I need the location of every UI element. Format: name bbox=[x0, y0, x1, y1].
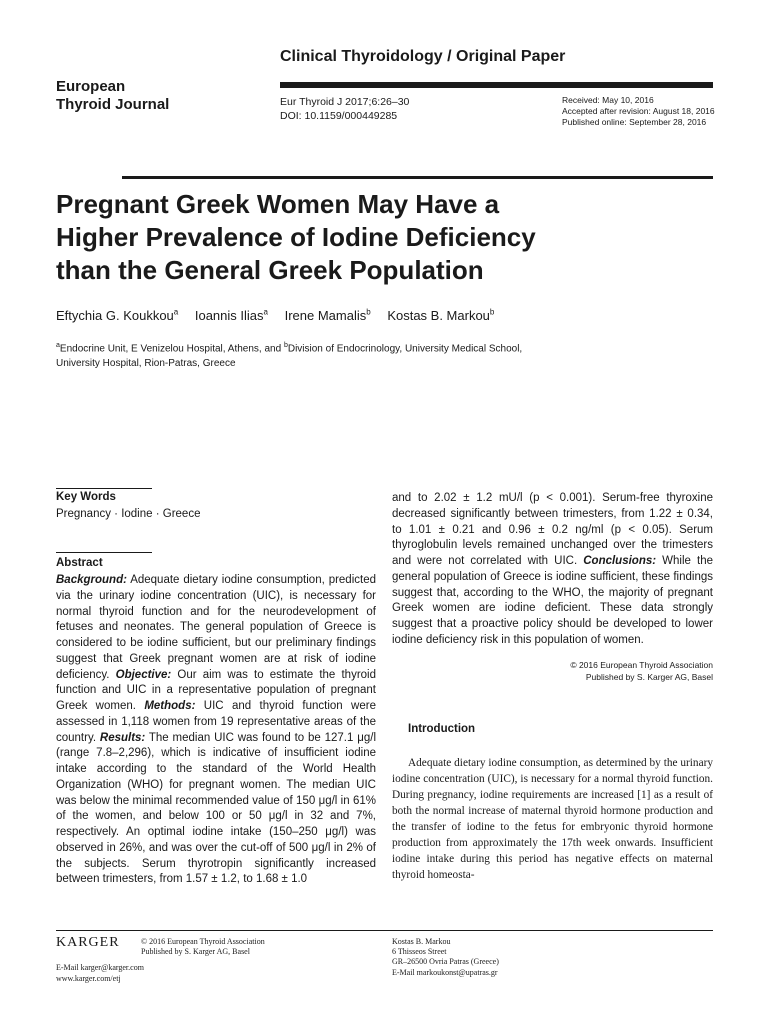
accepted-date: Accepted after revision: August 18, 2016 bbox=[562, 106, 715, 116]
copyright-line-2: Published by S. Karger AG, Basel bbox=[585, 671, 713, 682]
citation bbox=[280, 96, 409, 123]
keywords-heading: Key Words bbox=[56, 491, 116, 503]
published-date: Published online: September 28, 2016 bbox=[562, 117, 707, 127]
abstract-background-label: Background: bbox=[56, 574, 127, 586]
author-name: Eftychia G. Koukkou bbox=[56, 308, 174, 324]
abstract-rule bbox=[56, 552, 152, 553]
abstract-heading: Abstract bbox=[56, 557, 103, 569]
corresponding-email[interactable]: E-Mail markoukonst@upatras.gr bbox=[392, 967, 498, 977]
introduction-heading: Introduction bbox=[408, 723, 476, 735]
footer-copyright-line-2: Published by S. Karger AG, Basel bbox=[141, 947, 250, 956]
corresponding-city: GR–26500 Ovria Patras (Greece) bbox=[392, 957, 499, 967]
footer-rule bbox=[56, 930, 713, 931]
journal-name bbox=[56, 78, 169, 114]
title-rule bbox=[122, 176, 713, 179]
publisher-logo: KARGER bbox=[56, 935, 120, 950]
affiliation-line-1 bbox=[56, 338, 576, 356]
abstract-results: The median UIC was found to be 127.1 μg/l (range 7.8–2,296), which is indicative of insufficient iodine intake according to the standard of the World Health Organization (WHO) for pregnant women. The median UIC was below the minimal recommended value of 150 μg/l in 61% of the women, and below 100 or 50 μg/l in 32 and 7%, respectively. An optimal iodine intake (150–250 μg/l) was observed in 26%, and was over the cut-off of 500 μg/l in 2% of the subjects. Serum thyrotropin significantly increased between trimesters, from 1.57 ± 1.2, to 1.68 ± 1.0 bbox=[56, 731, 376, 886]
header-rule bbox=[280, 82, 713, 88]
author bbox=[195, 308, 268, 323]
doi-link[interactable]: DOI: 10.1159/000449285 bbox=[280, 109, 398, 122]
abstract-text-left bbox=[56, 573, 376, 888]
affiliation-mark-a: a bbox=[56, 342, 60, 349]
copyright-line-1: © 2016 European Thyroid Association bbox=[570, 660, 713, 670]
abstract-conclusions-label: Conclusions: bbox=[583, 555, 657, 567]
section-label: Clinical Thyroidology / Original Paper bbox=[280, 48, 566, 65]
affiliation-line-2: University Hospital, Rion-Patras, Greece bbox=[56, 358, 236, 370]
article-title bbox=[56, 188, 696, 287]
journal-name-line-2: Thyroid Journal bbox=[56, 96, 170, 113]
publisher-website[interactable]: www.karger.com/etj bbox=[56, 973, 121, 983]
author bbox=[387, 308, 494, 323]
author-name: Irene Mamalis bbox=[284, 308, 367, 324]
title-line-3: than the General Greek Population bbox=[56, 255, 484, 285]
abstract-conclusions: While the general population of Greece is iodine sufficient, these findings suggest that, according to the WHO, the majority of pregnant Greek women are iodine deficient. These data strongly suggest that a proactive policy should be developed to lower iodine deficiency risk in this population of women. bbox=[392, 555, 713, 646]
abstract-objective: Our aim was to estimate the thyroid function and UIC in a representative population of pregnant Greek women. bbox=[56, 668, 376, 712]
affiliation-mark-b: b bbox=[283, 342, 288, 349]
affiliations bbox=[56, 338, 576, 371]
journal-name-line-1: European bbox=[56, 78, 126, 95]
author-affiliation-mark: a bbox=[173, 308, 179, 317]
corresponding-street: 6 Thisseos Street bbox=[392, 947, 447, 957]
author bbox=[56, 308, 178, 323]
author-name: Kostas B. Markou bbox=[387, 308, 490, 324]
abstract-methods: UIC and thyroid function were assessed in 1,118 women from 19 representative areas of the country. bbox=[56, 700, 376, 744]
publisher-email[interactable]: E-Mail karger@karger.com bbox=[56, 963, 144, 972]
abstract-text-right bbox=[392, 491, 713, 649]
author-affiliation-mark: b bbox=[489, 308, 495, 317]
abstract-copyright bbox=[560, 660, 713, 683]
footer-copyright-line-1: © 2016 European Thyroid Association bbox=[141, 937, 265, 946]
article-dates bbox=[562, 95, 715, 128]
affiliation-b: Division of Endocrinology, University Medical School, bbox=[287, 343, 523, 355]
title-line-1: Pregnant Greek Women May Have a bbox=[56, 189, 500, 219]
publisher-contact bbox=[56, 963, 144, 984]
author bbox=[285, 308, 371, 323]
abstract-background: Adequate dietary iodine consumption, predicted via the urinary iodine concentration (UIC), is necessary for normal thyroid function and for the neurodevelopment of fetuses and neonates. The general population of Greece is considered to be iodine sufficient, but our preliminary findings suggest that Greek pregnant women are at risk of iodine deficiency. bbox=[56, 574, 376, 681]
corresponding-author bbox=[392, 937, 499, 978]
introduction-body: Adequate dietary iodine consumption, as determined by the urinary iodine concentration (UIC), is necessary for a normal thyroid function. During pregnancy, iodine requirements are increased [1] as a result of both the normal increase of maternal thyroid hormone production and the transfer of iodine to the fetus for embryonic thyroid hormone production from approximately the 17th week onwards. Insufficient iodine intake during this period has negative effects on maternal thyroid homeosta- bbox=[392, 757, 713, 881]
footer-copyright bbox=[141, 937, 265, 957]
affiliation-a: Endocrine Unit, E Venizelou Hospital, Athens, and bbox=[59, 343, 284, 355]
author-affiliation-mark: a bbox=[263, 308, 268, 317]
abstract-methods-label: Methods: bbox=[144, 700, 196, 712]
abstract-results-continued: and to 2.02 ± 1.2 mU/l (p < 0.001). Serum-free thyroxine decreased significantly between trimesters, from 1.22 ± 0.34, to 1.01 ± 0.21 and 0.96 ± 0.2 ng/ml (p < 0.05). Serum thyroglobulin levels remained unchanged over the trimesters and were not correlated with UIC. bbox=[392, 492, 713, 567]
received-date: Received: May 10, 2016 bbox=[562, 95, 654, 105]
title-line-2: Higher Prevalence of Iodine Deficiency bbox=[56, 222, 536, 252]
abstract-results-label: Results: bbox=[99, 731, 146, 744]
author-affiliation-mark: b bbox=[366, 308, 371, 317]
keywords-text: Pregnancy · Iodine · Greece bbox=[56, 508, 201, 520]
citation-reference: Eur Thyroid J 2017;6:26–30 bbox=[280, 96, 410, 108]
abstract-objective-label: Objective: bbox=[115, 668, 172, 681]
corresponding-name: Kostas B. Markou bbox=[392, 937, 451, 946]
keywords-rule bbox=[56, 488, 152, 489]
author-name: Ioannis Ilias bbox=[194, 308, 264, 324]
author-list bbox=[56, 308, 507, 323]
